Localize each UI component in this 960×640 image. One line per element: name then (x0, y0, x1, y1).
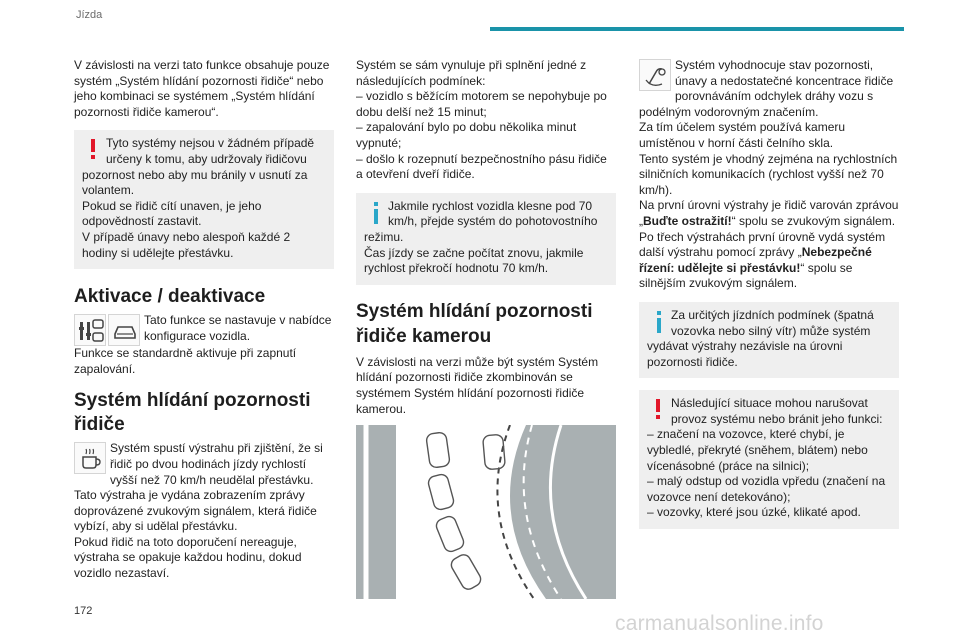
warning-camera-intro: Následující situace mohou narušovat provoz systému nebo bránit jeho funkci: (671, 396, 883, 426)
coffee-cup-icon (74, 442, 106, 474)
info-box-camera (639, 302, 899, 378)
reset-intro: Systém se sám vynuluje při splnění jedné z následujících podmínek: (356, 58, 587, 88)
camera-system-text-2: Za tím účelem systém používá kameru umístěnou v horní části čelního skla. (639, 120, 846, 150)
camera-system-text-5: Po třech výstrahách první úrovně vydá systém další výstrahu pomocí zprávy „Nebezpečné řízení: udělejte si přestávku!“ spolu se silnějším zvukovým signálem. (639, 229, 886, 291)
info-text-1: Jakmile rychlost vozidla klesne pod 70 km/h, přejde systém do pohotovostního režimu. (364, 198, 598, 244)
info-icon (647, 308, 671, 334)
info-icon (364, 199, 388, 225)
steering-hand-icon (639, 59, 671, 91)
camera-system-text-3: Tento systém je vhodný zejména na rychlostních silničních komunikacích (rychlost vyšší než 70 km/h). (639, 151, 898, 197)
camera-system-block (639, 58, 899, 120)
camera-text: V závislosti na verzi může být systém Systém hlídání pozornosti řidiče zkombinován se systémem Systém hlídání pozornosti řidiče kamerou. (356, 354, 599, 416)
warning-camera-item-1: – značení na vozovce, které chybí, je vybledlé, překryté (sněhem, blátem) nebo vícenásobné (práce na silnici); (647, 427, 868, 473)
camera-system-text-4: Na první úrovni výstrahy je řidič varován zprávou „Buďte ostražití!“ spolu se zvukovým signálem. (639, 198, 899, 228)
activation-text-1: Tato funkce se nastavuje v nabídce konfigurace vozidla. (144, 313, 332, 343)
section-title-activation: Aktivace / deaktivace (74, 286, 266, 308)
info-camera-text: Za určitých jízdních podmínek (špatná vozovka nebo silný vítr) může systém vydávat výstrahy nezávisle na úrovni pozornosti řidiče. (647, 307, 874, 369)
warning-icon (647, 396, 671, 422)
driver-attention-text-2: Tato výstraha je vydána zobrazením zprávy doprovázené zvukovým signálem, která řidiče vybízí, aby si udělal přestávku. (74, 488, 317, 534)
lane-departure-illustration (356, 425, 616, 599)
section-title-camera: Systém hlídání pozornosti řidiče kamerou (356, 300, 593, 347)
driver-attention-text-3: Pokud řidič na toto doporučení nereaguje, výstraha se opakuje každou hodinu, dokud vozidlo nezastaví. (74, 534, 302, 581)
section-title-driver-attention: Systém hlídání pozornosti řidiče (74, 390, 311, 436)
driver-attention-text-1: Systém spustí výstrahu při zjištění, že si řidič po dvou hodinách jízdy rychlostí vyšší než 70 km/h neudělal přestávku. (110, 441, 323, 487)
warning-text-3: V případě únavy nebo alespoň každé 2 hodiny si udělejte přestávku. (82, 229, 291, 260)
alert-message-2: Nebezpečné řízení: udělejte si přestávku! (639, 245, 872, 275)
alert-message-1: Buďte ostražití! (643, 213, 732, 228)
header-bar (490, 27, 904, 31)
warning-camera-item-2: – malý odstup od vozidla vpředu (značení na vozovce není detekováno); (647, 474, 886, 504)
camera-system-text-1: Systém vyhodnocuje stav pozornosti, únavy a nedostatečné koncentrace řidiče porovnáváním odchylek dráhy vozu s podélným vodorovným značením. (639, 58, 894, 119)
reset-item-1: – vozidlo s běžícím motorem se nepohybuje po dobu delší než 15 minut; (356, 89, 607, 119)
reset-item-3: – došlo k rozepnutí bezpečnostního pásu řidiče a otevření dveří řidiče. (356, 151, 607, 182)
warning-camera-item-3: – vozovky, které jsou úzké, klikaté apod. (647, 505, 861, 520)
activation-text-2: Funkce se standardně aktivuje při zapnutí zapalování. (74, 346, 297, 376)
warning-icon (82, 136, 106, 162)
page-number: 172 (74, 605, 93, 617)
intro-paragraph: V závislosti na verzi tato funkce obsahuje pouze systém „Systém hlídání pozornosti řidiče“ nebo jeho kombinaci se systémem „Systém hlídání pozornosti řidiče kamerou“. (74, 58, 330, 119)
driver-attention-block (74, 441, 334, 581)
info-box (356, 193, 616, 285)
info-text-2: Čas jízdy se začne počítat znovu, jakmile rychlost překročí hodnotu 70 km/h. (364, 245, 584, 276)
warning-box (74, 130, 334, 269)
settings-menu-icon (74, 314, 106, 346)
header-title: Jízda (76, 9, 103, 21)
reset-item-2: – zapalování bylo po dobu několika minut vypnuté; (356, 120, 577, 150)
warning-text-2: Pokud se řidič cítí unaven, je jeho odpovědností zastavit. (82, 198, 262, 229)
column-3 (639, 58, 899, 541)
activation-block (74, 313, 334, 377)
column-2 (356, 58, 616, 599)
column-1 (74, 58, 334, 582)
watermark: carmanualsonline.info (615, 612, 824, 635)
warning-text-1: Tyto systémy nejsou v žádném případě určeny k tomu, aby udržovaly řidičovu pozornost nebo aby mu bránily v usnutí za volantem. (82, 136, 315, 198)
car-icon (108, 314, 140, 346)
warning-box-camera (639, 390, 899, 529)
